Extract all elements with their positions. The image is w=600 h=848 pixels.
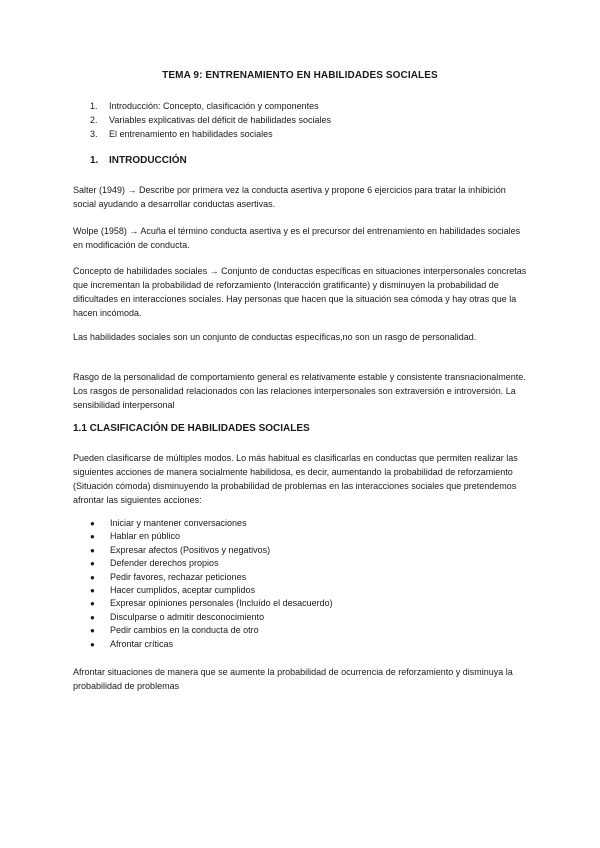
list-item: ● Defender derechos propios (90, 558, 219, 569)
paragraph-wolpe: Wolpe (1958) → Acuña el término conducta asertiva y es el precursor del entrenamiento en habilidades sociales en modificación de conducta. (73, 226, 521, 250)
bullet-list (90, 517, 333, 651)
section-heading-clasificacion: 1.1 CLASIFICACIÓN DE HABILIDADES SOCIALES (73, 423, 310, 434)
paragraph-concepto: Concepto de habilidades sociales → Conjunto de conductas específicas en situaciones interpersonales concretas que incrementan la probabilidad de reforzamiento (Interacción gratificante) y disminuyen la probabilidad de dificultades en interacciones sociales. Hay personas que hacen que la situación sea cómoda y hay otras que la hacen incómoda. (73, 266, 527, 318)
paragraph-rasgo: Rasgo de la personalidad de comportamiento general es relativamente estable y consistente transnacionalmente. Los rasgos de personalidad relacionados con las relaciones interpersonales son extraversión e introversión. La sensibilidad interpersonal (73, 372, 526, 410)
list-item: ● Pedir favores, rechazar peticiones (90, 571, 247, 582)
list-item: ● Iniciar y mantener conversaciones (90, 518, 247, 528)
toc-item: 2. Variables explicativas del déficit de habilidades sociales (90, 115, 331, 125)
toc-item: 1. Introducción: Concepto, clasificación y componentes (90, 101, 319, 111)
table-of-contents (90, 99, 331, 141)
list-item: ● Afrontar críticas (90, 638, 174, 649)
section-heading-introduccion: 1. INTRODUCCIÓN (90, 155, 187, 166)
list-item: ● Hacer cumplidos, aceptar cumplidos (90, 585, 256, 596)
list-item: ● Pedir cambios en la conducta de otro (90, 625, 259, 636)
paragraph-conjunto: Las habilidades sociales son un conjunto de conductas específicas,no son un rasgo de personalidad. (73, 332, 477, 342)
paragraph-clasificacion-intro: Pueden clasificarse de múltiples modos. Lo más habitual es clasificarlas en conductas que permiten realizar las siguientes acciones de manera socialmente habilidosa, es decir, aumentando la probabilidad de reforzamiento (Situación cómoda) disminuyendo la probabilidad de problemas en las interacciones sociales que pretendemos afrontar las siguientes acciones: (73, 453, 518, 505)
list-item: ● Expresar opiniones personales (Incluído el desacuerdo) (90, 598, 333, 609)
document-title: TEMA 9: ENTRENAMIENTO EN HABILIDADES SOCIALES (162, 70, 438, 81)
list-item: ● Expresar afectos (Positivos y negativos) (90, 544, 271, 555)
list-item: ● Hablar en público (90, 531, 181, 542)
toc-item: 3. El entrenamiento en habilidades sociales (90, 129, 273, 139)
paragraph-closing: Afrontar situaciones de manera que se aumente la probabilidad de ocurrencia de reforzamiento y disminuya la probabilidad de problemas (73, 667, 513, 691)
paragraph-salter: Salter (1949) → Describe por primera vez la conducta asertiva y propone 6 ejercicios para tratar la inhibición social ayudando a desarrollar conductas asertivas. (73, 185, 506, 209)
list-item: ● Disculparse o admitir desconocimiento (90, 611, 265, 622)
